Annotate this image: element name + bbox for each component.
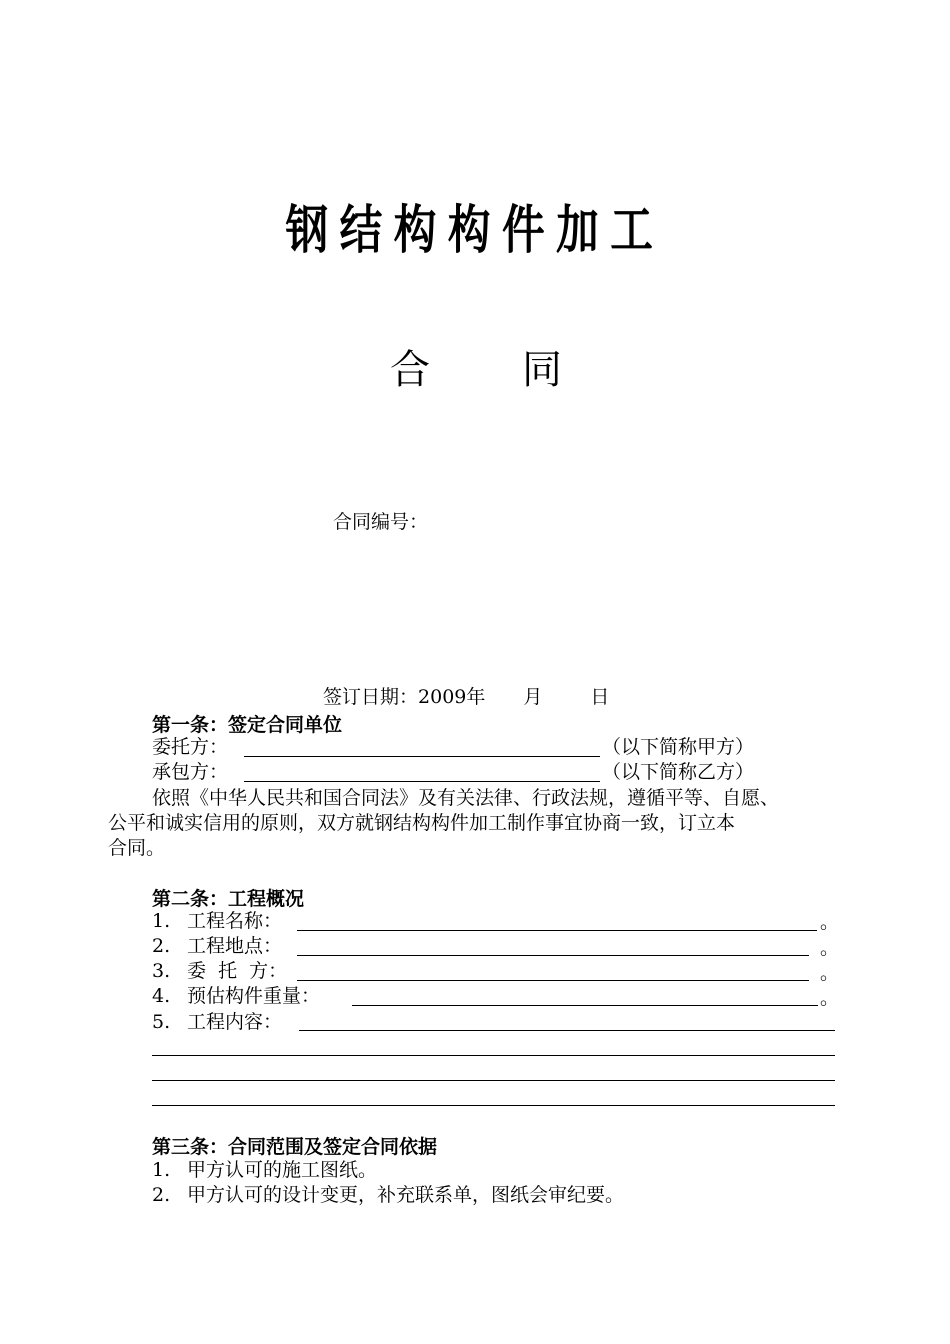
article2-item-end: 。 xyxy=(820,987,840,1009)
article2-item-num: 1. xyxy=(152,910,171,932)
article1-paragraph-line2: 公平和诚实信用的原则，双方就钢结构构件加工制作事宜协商一致，订立本 xyxy=(108,812,736,834)
sign-date-day-unit: 日 xyxy=(590,686,610,708)
article2-item-end: 。 xyxy=(820,962,840,984)
article2-item-num: 5. xyxy=(152,1011,171,1033)
article2-item-label: 工程名称： xyxy=(187,910,283,932)
article1-paragraph-line1: 依照《中华人民共和国合同法》及有关法律、行政法规，遵循平等、自愿、 xyxy=(152,787,780,809)
article3-heading: 第三条：合同范围及签定合同依据 xyxy=(152,1136,438,1158)
article2-item-label: 工程内容： xyxy=(187,1011,283,1033)
client-blank xyxy=(297,980,809,981)
subtitle-tong: 同 xyxy=(522,347,562,393)
sign-date-year: 2009 xyxy=(418,686,467,708)
party-a-suffix: （以下简称甲方） xyxy=(602,736,755,758)
sign-date-month-unit: 月 xyxy=(523,686,543,708)
sign-date-label: 签订日期： xyxy=(323,686,419,708)
article2-item-label: 预估构件重量： xyxy=(187,985,321,1007)
party-a-label: 委托方： xyxy=(152,736,229,758)
estimated-weight-blank xyxy=(352,1005,818,1006)
subtitle-he: 合 xyxy=(390,347,430,393)
article1-paragraph-line3: 合同。 xyxy=(108,837,166,859)
project-name-blank xyxy=(297,930,817,931)
party-b-blank xyxy=(244,781,600,782)
party-b-label: 承包方： xyxy=(152,761,229,783)
article3-item-text: 甲方认可的施工图纸。 xyxy=(187,1159,378,1181)
project-location-blank xyxy=(297,955,809,956)
article3-item-text: 甲方认可的设计变更，补充联系单，图纸会审纪要。 xyxy=(187,1184,625,1206)
article2-item-end: 。 xyxy=(820,937,840,959)
sign-date-year-unit: 年 xyxy=(466,686,486,708)
article3-item-num: 2. xyxy=(152,1184,171,1206)
party-a-blank xyxy=(244,756,600,757)
article2-item-num: 3. xyxy=(152,960,171,982)
article2-item-end: 。 xyxy=(820,911,840,933)
article2-heading: 第二条：工程概况 xyxy=(152,888,305,910)
document-title: 钢结构构件加工 xyxy=(285,201,665,261)
project-content-blank-line xyxy=(152,1055,835,1056)
party-b-suffix: （以下简称乙方） xyxy=(602,761,755,783)
article2-item-num: 2. xyxy=(152,935,171,957)
article2-item-num: 4. xyxy=(152,985,171,1007)
contract-number-label: 合同编号： xyxy=(333,511,429,533)
project-content-blank-line xyxy=(152,1105,835,1106)
article1-heading: 第一条：签定合同单位 xyxy=(152,714,343,736)
project-content-blank xyxy=(299,1030,835,1031)
sign-date xyxy=(323,685,609,710)
project-content-blank-line xyxy=(152,1080,835,1081)
article2-item-label: 委 托 方： xyxy=(187,960,288,982)
article2-item-label: 工程地点： xyxy=(187,935,283,957)
article3-item-num: 1. xyxy=(152,1159,171,1181)
